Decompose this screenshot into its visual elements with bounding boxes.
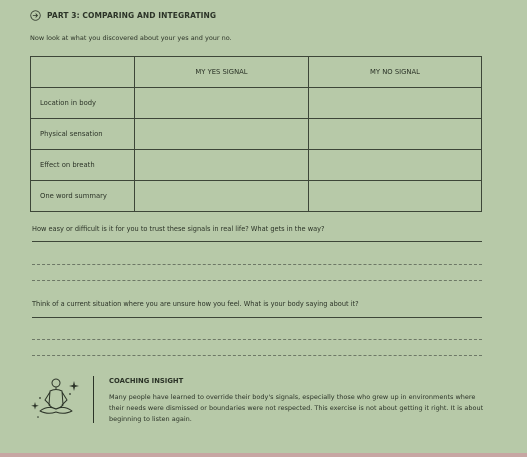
insight-title: COACHING INSIGHT xyxy=(109,377,184,385)
row-label: Physical sensation xyxy=(31,119,135,150)
answer-line-dashed[interactable] xyxy=(32,339,482,340)
answer-line-dashed[interactable] xyxy=(32,355,482,356)
row-label: Location in body xyxy=(31,88,135,119)
question-2: Think of a current situation where you are unsure how you feel. What is your body saying about it? xyxy=(32,300,359,308)
no-signal-cell[interactable] xyxy=(309,150,482,181)
intro-text: Now look at what you discovered about your yes and your no. xyxy=(30,34,232,42)
table-row xyxy=(31,88,482,119)
section-header xyxy=(30,10,216,21)
answer-line-dashed[interactable] xyxy=(32,264,482,265)
yes-signal-cell[interactable] xyxy=(135,119,309,150)
insight-divider xyxy=(93,376,94,423)
table-header-row xyxy=(31,57,482,88)
arrow-right-circle-icon xyxy=(30,10,41,21)
signals-table xyxy=(30,56,482,212)
table-row xyxy=(31,181,482,212)
answer-line-1[interactable] xyxy=(32,241,482,242)
table-row xyxy=(31,119,482,150)
no-signal-cell[interactable] xyxy=(309,88,482,119)
header-yes-signal: MY YES SIGNAL xyxy=(135,57,309,88)
bottom-strip xyxy=(0,453,527,457)
row-label: Effect on breath xyxy=(31,150,135,181)
meditation-figure-sparkles-icon xyxy=(30,375,80,423)
header-blank-cell xyxy=(31,57,135,88)
section-title: PART 3: COMPARING AND INTEGRATING xyxy=(47,11,217,20)
insight-body: Many people have learned to override their body's signals, especially those who grew up in environments where their needs were dismissed or boundaries were not respected. This exercise is not about getting it right. It is about beginning to listen again. xyxy=(109,393,484,423)
header-no-signal: MY NO SIGNAL xyxy=(309,57,482,88)
no-signal-cell[interactable] xyxy=(309,119,482,150)
answer-line-2[interactable] xyxy=(32,317,482,318)
question-1: How easy or difficult is it for you to trust these signals in real life? What gets in the way? xyxy=(32,225,325,233)
yes-signal-cell[interactable] xyxy=(135,181,309,212)
answer-line-dashed[interactable] xyxy=(32,280,482,281)
table-row xyxy=(31,150,482,181)
row-label: One word summary xyxy=(31,181,135,212)
yes-signal-cell[interactable] xyxy=(135,88,309,119)
no-signal-cell[interactable] xyxy=(309,181,482,212)
yes-signal-cell[interactable] xyxy=(135,150,309,181)
